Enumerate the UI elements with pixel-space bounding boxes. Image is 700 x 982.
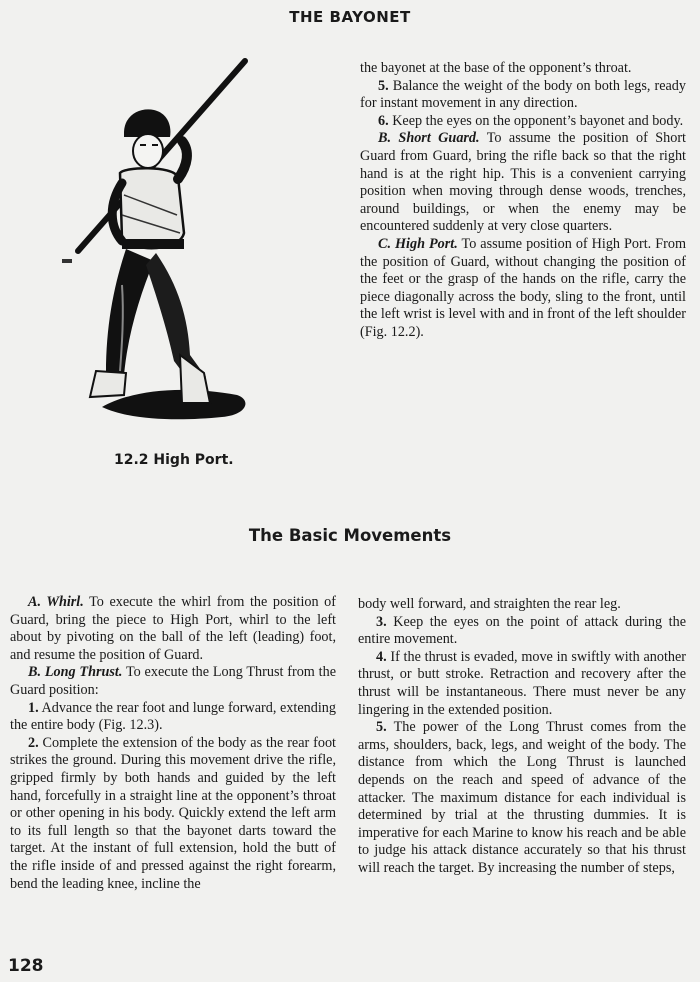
running-head: THE BAYONET xyxy=(289,8,411,26)
subsection-heading: A. Whirl. xyxy=(28,594,84,610)
item-number: 6. xyxy=(378,112,389,129)
subsection-heading: C. High Port. xyxy=(378,235,458,252)
item-number: 5. xyxy=(378,77,389,94)
item-number: 2. xyxy=(28,734,39,751)
item-number: 3. xyxy=(376,613,387,630)
paragraph xyxy=(360,130,686,236)
item-number: 5. xyxy=(376,719,387,736)
bottom-right-column xyxy=(358,596,686,878)
paragraph-text: Keep the eyes on the point of attack during the entire movement. xyxy=(358,613,686,648)
paragraph xyxy=(10,700,336,735)
paragraph-text: Advance the rear foot and lunge forward, extending the entire body (Fig. 12.3). xyxy=(10,699,336,734)
page-number: 128 xyxy=(8,956,44,976)
paragraph xyxy=(358,614,686,649)
paragraph xyxy=(358,649,686,719)
section-title: The Basic Movements xyxy=(248,526,452,545)
subsection-heading: B. Short Guard. xyxy=(378,130,480,147)
paragraph-text: To execute the Long Thrust from the Guard position: xyxy=(10,664,336,698)
high-port-illustration xyxy=(62,55,262,425)
item-number: 1. xyxy=(28,699,39,716)
paragraph-text: Keep the eyes on the opponent’s bayonet and body. xyxy=(388,112,684,129)
paragraph xyxy=(10,664,336,699)
paragraph xyxy=(10,594,336,664)
paragraph xyxy=(10,735,336,893)
top-right-column xyxy=(360,60,686,342)
paragraph: body well forward, and straighten the rear leg. xyxy=(358,596,621,612)
paragraph-text: If the thrust is evaded, move in swiftly with another thrust, or butt stroke. Retraction and recovery after the thrust will be instantaneous. There must never be any lingering in the extended position. xyxy=(358,648,686,718)
paragraph-text: To assume the position of Short Guard from Guard, bring the rifle back so that the right hand is at the right hip. This is a convenient carrying position when moving through dense woods, trenches, around buildings, or when the enemy may be encountered suddenly at very close quarters. xyxy=(360,130,686,235)
figure-caption: 12.2 High Port. xyxy=(114,452,234,468)
paragraph-text: To execute the whirl from the position of Guard, bring the piece to High Port, whirl to the left about by pivoting on the ball of the left (leading) foot, and resume the position of Guard. xyxy=(10,594,336,663)
paragraph-text: Complete the extension of the body as the rear foot strikes the ground. During this movement drive the rifle, gripped firmly by both hands and guided by the left hand, forcefully in a straight line at the opponent’s throat or other opening in his body. Quickly extend the left arm to its full length so that the bayonet darts toward the target. At the instant of full extension, hold the butt of the rifle inside of and pressed against the right forearm, bend the leading knee, incline the xyxy=(10,734,336,892)
subsection-heading: B. Long Thrust. xyxy=(28,664,123,681)
paragraph-text: To assume position of High Port. From the position of Guard, without changing the position of the feet or the grasp of the hands on the rifle, carry the piece diagonally across the body, sling to the front, until the left wrist is level with and in front of the left shoulder (Fig. 12.2). xyxy=(360,235,686,340)
paragraph xyxy=(360,236,686,342)
paragraph-text: The power of the Long Thrust comes from the arms, shoulders, back, legs, and weight of the body. The distance from which the Long Thrust is launched depends on the reach and speed of advance of the attacker. The maximum distance for each individual is determined by trial at the thrusting dummies. It is imperative for each Marine to know his reach and be able to judge his attack distance accurately so that his thrust will reach the target. By increasing the number of steps, xyxy=(358,719,686,876)
paragraph xyxy=(360,78,686,113)
bottom-left-column xyxy=(10,594,336,893)
paragraph-text: Balance the weight of the body on both legs, ready for instant movement in any direction. xyxy=(360,77,686,112)
paragraph xyxy=(360,113,686,131)
paragraph xyxy=(358,719,686,877)
paragraph: the bayonet at the base of the opponent’s throat. xyxy=(360,60,632,76)
item-number: 4. xyxy=(376,648,387,665)
